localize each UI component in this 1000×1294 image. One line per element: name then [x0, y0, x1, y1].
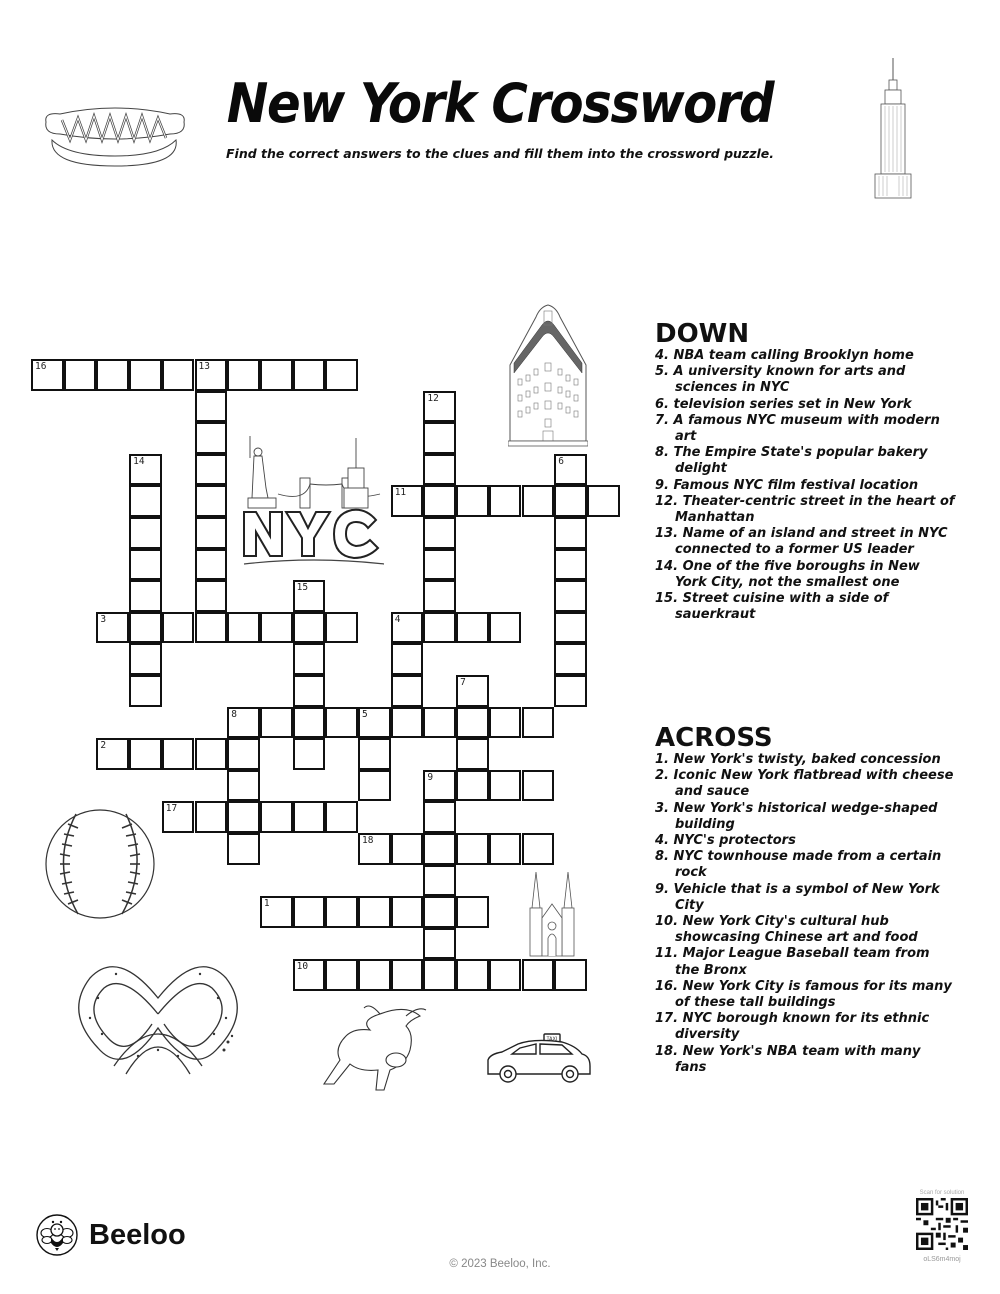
across-clue [655, 1044, 955, 1076]
clue-number: 10 [296, 961, 309, 973]
crossword-cell[interactable] [129, 549, 162, 581]
clue-number: 5 [362, 708, 368, 720]
crossword-cell[interactable] [587, 485, 620, 517]
down-clue [655, 559, 955, 591]
clue-text: New York's historical wedge-shaped building [673, 800, 938, 832]
crossword-cell[interactable] [227, 359, 260, 391]
crossword-cell[interactable] [489, 959, 522, 991]
crossword-cell[interactable] [554, 675, 587, 707]
clue-text: Iconic New York flatbread with cheese and sauce [673, 768, 954, 800]
clue-number: 7. [655, 412, 674, 428]
crossword-cell[interactable] [554, 549, 587, 581]
crossword-cell[interactable] [391, 485, 424, 517]
crossword-cell[interactable] [162, 612, 195, 644]
crossword-cell[interactable] [129, 517, 162, 549]
clue-number: 6 [558, 455, 564, 467]
crossword-cell[interactable] [522, 959, 555, 991]
crossword-cell[interactable] [391, 833, 424, 865]
crossword-cell[interactable] [96, 612, 129, 644]
clue-text: NBA team calling Brooklyn home [673, 348, 914, 363]
clue-text: New York City's cultural hub showcasing Chinese art and food [675, 914, 918, 946]
across-clue-list [655, 752, 955, 1076]
qr-code-icon[interactable] [916, 1198, 968, 1250]
crossword-cell[interactable] [423, 928, 456, 960]
crossword-cell[interactable] [456, 707, 489, 739]
crossword-cell[interactable] [391, 896, 424, 928]
qr-caption: Scan for solution [919, 1190, 965, 1196]
crossword-cell[interactable] [64, 359, 97, 391]
crossword-cell[interactable] [195, 801, 228, 833]
down-clue [655, 348, 955, 364]
down-clue [655, 478, 955, 494]
clue-number: 2. [655, 768, 674, 784]
down-clue [655, 397, 955, 413]
across-clue [655, 833, 955, 849]
crossword-cell[interactable] [554, 959, 587, 991]
clue-number: 9 [427, 771, 434, 783]
crossword-cell[interactable] [129, 580, 162, 612]
crossword-cell[interactable] [129, 612, 162, 644]
crossword-cell[interactable] [391, 959, 424, 991]
across-clue [655, 849, 955, 881]
bee-logo-icon [35, 1213, 79, 1257]
crossword-cell[interactable] [162, 359, 195, 391]
clue-number: 4. [655, 833, 674, 849]
crossword-cell[interactable] [195, 454, 228, 486]
taxi-sign-text: TAXI [546, 1036, 558, 1043]
crossword-cell[interactable] [293, 359, 326, 391]
crossword-cell[interactable] [195, 580, 228, 612]
down-clue [655, 445, 955, 477]
crossword-cell[interactable] [195, 517, 228, 549]
crossword-cell[interactable] [162, 738, 195, 770]
clue-text: Theater-centric street in the heart of Manhattan [675, 493, 955, 526]
clue-text: One of the five boroughs in New York City, not the smallest one [675, 558, 920, 590]
crossword-cell[interactable] [260, 801, 293, 833]
charging-bull-illustration [310, 1000, 440, 1100]
crossword-cell[interactable] [489, 485, 522, 517]
crossword-cell[interactable] [293, 643, 326, 675]
clue-number: 7 [460, 677, 466, 688]
crossword-cell[interactable] [456, 485, 489, 517]
crossword-cell[interactable] [391, 643, 424, 675]
clue-number: 9. [655, 477, 674, 493]
crossword-cell[interactable] [293, 707, 326, 739]
crossword-cell[interactable] [260, 896, 293, 928]
crossword-cell[interactable] [456, 770, 489, 802]
clue-text: New York's twisty, baked concession [673, 752, 941, 767]
down-clue [655, 526, 955, 558]
clue-number: 8. [655, 849, 674, 865]
crossword-cell[interactable] [325, 959, 358, 991]
across-heading: ACROSS [655, 723, 773, 753]
across-clue [655, 752, 955, 768]
clue-number: 11. [655, 946, 683, 962]
clue-number: 16. [655, 978, 683, 994]
crossword-cell[interactable] [391, 675, 424, 707]
crossword-cell[interactable] [554, 485, 587, 517]
down-heading: DOWN [655, 319, 750, 349]
crossword-cell[interactable] [227, 801, 260, 833]
clue-number: 4. [655, 348, 674, 363]
crossword-cell[interactable] [358, 833, 391, 865]
clue-text: New York City is famous for its many of these tall buildings [675, 978, 952, 1011]
crossword-cell[interactable] [456, 896, 489, 928]
crossword-cell[interactable] [456, 612, 489, 644]
crossword-cell[interactable] [293, 801, 326, 833]
down-clue [655, 413, 955, 445]
clue-number: 14 [133, 455, 145, 467]
pretzel-illustration [68, 938, 248, 1094]
crossword-cell[interactable] [293, 738, 326, 770]
crossword-cell[interactable] [456, 959, 489, 991]
taxi-illustration [484, 1032, 594, 1088]
crossword-cell[interactable] [423, 770, 456, 802]
crossword-cell[interactable] [162, 801, 195, 833]
crossword-cell[interactable] [129, 643, 162, 675]
clue-text: The Empire State's popular bakery delight [673, 445, 928, 477]
baseball-illustration [42, 808, 158, 920]
across-clue [655, 979, 955, 1011]
across-clue [655, 946, 955, 978]
down-clue-list [655, 348, 955, 623]
crossword-cell[interactable] [358, 896, 391, 928]
crossword-cell[interactable] [391, 707, 424, 739]
across-clue [655, 801, 955, 833]
qr-code-id: oLS6m4moj [923, 1256, 961, 1263]
clue-number: 15. [655, 591, 683, 607]
clue-number: 13. [655, 526, 683, 542]
crossword-cell[interactable] [96, 738, 129, 770]
crossword-cell[interactable] [554, 643, 587, 675]
clue-number: 13 [198, 361, 210, 372]
clue-text: Vehicle that is a symbol of New York City [673, 881, 940, 913]
crossword-cell[interactable] [456, 738, 489, 770]
crossword-cell[interactable] [423, 612, 456, 644]
crossword-cell[interactable] [195, 422, 228, 454]
solution-qr[interactable] [912, 1190, 972, 1263]
crossword-cell[interactable] [489, 707, 522, 739]
crossword-cell[interactable] [293, 612, 326, 644]
crossword-cell[interactable] [325, 359, 358, 391]
clue-number: 18. [655, 1043, 683, 1059]
crossword-cell[interactable] [554, 517, 587, 549]
crossword-cell[interactable] [129, 675, 162, 707]
clue-number: 12. [655, 493, 683, 509]
crossword-cell[interactable] [423, 833, 456, 865]
crossword-cell[interactable] [325, 707, 358, 739]
crossword-cell[interactable] [489, 833, 522, 865]
clue-number: 18 [362, 835, 374, 846]
copyright: © 2023 Beeloo, Inc. [449, 1258, 551, 1270]
clue-number: 17 [165, 803, 178, 815]
clue-number: 8. [655, 445, 674, 461]
crossword-cell[interactable] [31, 359, 64, 391]
crossword-cell[interactable] [260, 359, 293, 391]
clue-text: A university known for arts and sciences in NYC [673, 364, 906, 396]
clue-text: Major League Baseball team from the Bronx [675, 946, 930, 978]
crossword-cell[interactable] [195, 391, 228, 423]
clue-number: 3 [100, 613, 107, 625]
across-clues-section [655, 724, 955, 1076]
cathedral-illustration [526, 868, 578, 958]
crossword-cell[interactable] [423, 422, 456, 454]
crossword-cell[interactable] [358, 959, 391, 991]
nyc-logo-text: NYC [240, 428, 243, 429]
clue-number: 10. [655, 914, 683, 930]
crossword-cell[interactable] [195, 738, 228, 770]
crossword-cell[interactable] [358, 770, 391, 802]
clue-number: 6. [655, 396, 674, 412]
clue-text: NYC's protectors [673, 833, 796, 849]
crossword-cell[interactable] [423, 896, 456, 928]
crossword-cell[interactable] [227, 612, 260, 644]
clue-number: 15 [296, 582, 309, 594]
crossword-cell[interactable] [293, 580, 326, 612]
down-clue [655, 364, 955, 396]
clue-number: 12 [427, 392, 439, 404]
clue-number: 1. [655, 752, 674, 767]
clue-number: 11 [394, 487, 407, 499]
crossword-cell[interactable] [423, 959, 456, 991]
crossword-cell[interactable] [260, 612, 293, 644]
clue-number: 14. [655, 558, 683, 574]
crossword-cell[interactable] [489, 612, 522, 644]
instructions: Find the correct answers to the clues and fill them into the crossword puzzle. [226, 146, 774, 161]
clue-text: NYC townhouse made from a certain rock [673, 849, 942, 881]
beeloo-brand [35, 1213, 186, 1257]
clue-text: television series set in New York [673, 396, 912, 412]
clue-number: 3. [655, 800, 674, 816]
page-title: New York Crossword [226, 72, 774, 135]
crossword-cell[interactable] [227, 770, 260, 802]
crossword-cell[interactable] [423, 517, 456, 549]
down-clue [655, 591, 955, 623]
crossword-cell[interactable] [522, 707, 555, 739]
down-clues-section [655, 320, 955, 623]
crossword-cell[interactable] [522, 485, 555, 517]
crossword-cell[interactable] [325, 896, 358, 928]
crossword-cell[interactable] [129, 738, 162, 770]
crossword-cell[interactable] [391, 612, 424, 644]
across-clue [655, 768, 955, 800]
crossword-cell[interactable] [195, 485, 228, 517]
crossword-cell[interactable] [456, 833, 489, 865]
clue-number: 9. [655, 881, 674, 897]
crossword-cell[interactable] [423, 485, 456, 517]
crossword-cell[interactable] [293, 896, 326, 928]
crossword-cell[interactable] [423, 549, 456, 581]
crossword-cell[interactable] [423, 865, 456, 897]
crossword-cell[interactable] [227, 833, 260, 865]
clue-number: 16 [35, 361, 47, 372]
crossword-cell[interactable] [358, 707, 391, 739]
clue-text: Name of an island and street in NYC connected to a former US leader [675, 526, 948, 558]
crossword-cell[interactable] [129, 454, 162, 486]
crossword-cell[interactable] [325, 801, 358, 833]
crossword-cell[interactable] [522, 833, 555, 865]
crossword-cell[interactable] [293, 675, 326, 707]
crossword-cell[interactable] [423, 454, 456, 486]
crossword-cell[interactable] [358, 738, 391, 770]
clue-number: 4 [394, 613, 401, 625]
crossword-cell[interactable] [227, 707, 260, 739]
crossword-cell[interactable] [195, 359, 228, 391]
crossword-cell[interactable] [554, 612, 587, 644]
crossword-cell[interactable] [195, 549, 228, 581]
down-clue [655, 494, 955, 526]
brand-name: Beeloo [89, 1218, 186, 1251]
crossword-cell[interactable] [195, 612, 228, 644]
crossword-cell[interactable] [129, 359, 162, 391]
crossword-cell[interactable] [227, 738, 260, 770]
clue-number: 1 [263, 898, 270, 910]
crossword-cell[interactable] [96, 359, 129, 391]
clue-text: Famous NYC film festival location [673, 477, 919, 493]
crossword-cell[interactable] [423, 801, 456, 833]
crossword-cell[interactable] [129, 485, 162, 517]
clue-text: Street cuisine with a side of sauerkraut [675, 591, 889, 623]
across-clue [655, 882, 955, 914]
crossword-cell[interactable] [293, 959, 326, 991]
crossword-cell[interactable] [423, 580, 456, 612]
clue-number: 2 [100, 740, 107, 752]
clue-text: NYC borough known for its ethnic diversity [675, 1011, 930, 1043]
crossword-cell[interactable] [522, 770, 555, 802]
across-clue [655, 1011, 955, 1043]
crossword-cell[interactable] [423, 707, 456, 739]
clue-number: 5. [655, 364, 674, 380]
crossword-cell[interactable] [554, 454, 587, 486]
across-clue [655, 914, 955, 946]
clue-number: 8 [231, 708, 237, 720]
crossword-cell[interactable] [325, 612, 358, 644]
clue-text: New York's NBA team with many fans [675, 1043, 921, 1075]
crossword-cell[interactable] [489, 770, 522, 802]
clue-text: A famous NYC museum with modern art [673, 412, 940, 445]
crossword-cell[interactable] [554, 580, 587, 612]
crossword-cell[interactable] [260, 707, 293, 739]
crossword-cell[interactable] [456, 675, 489, 707]
clue-number: 17. [655, 1011, 683, 1027]
crossword-cell[interactable] [423, 391, 456, 423]
